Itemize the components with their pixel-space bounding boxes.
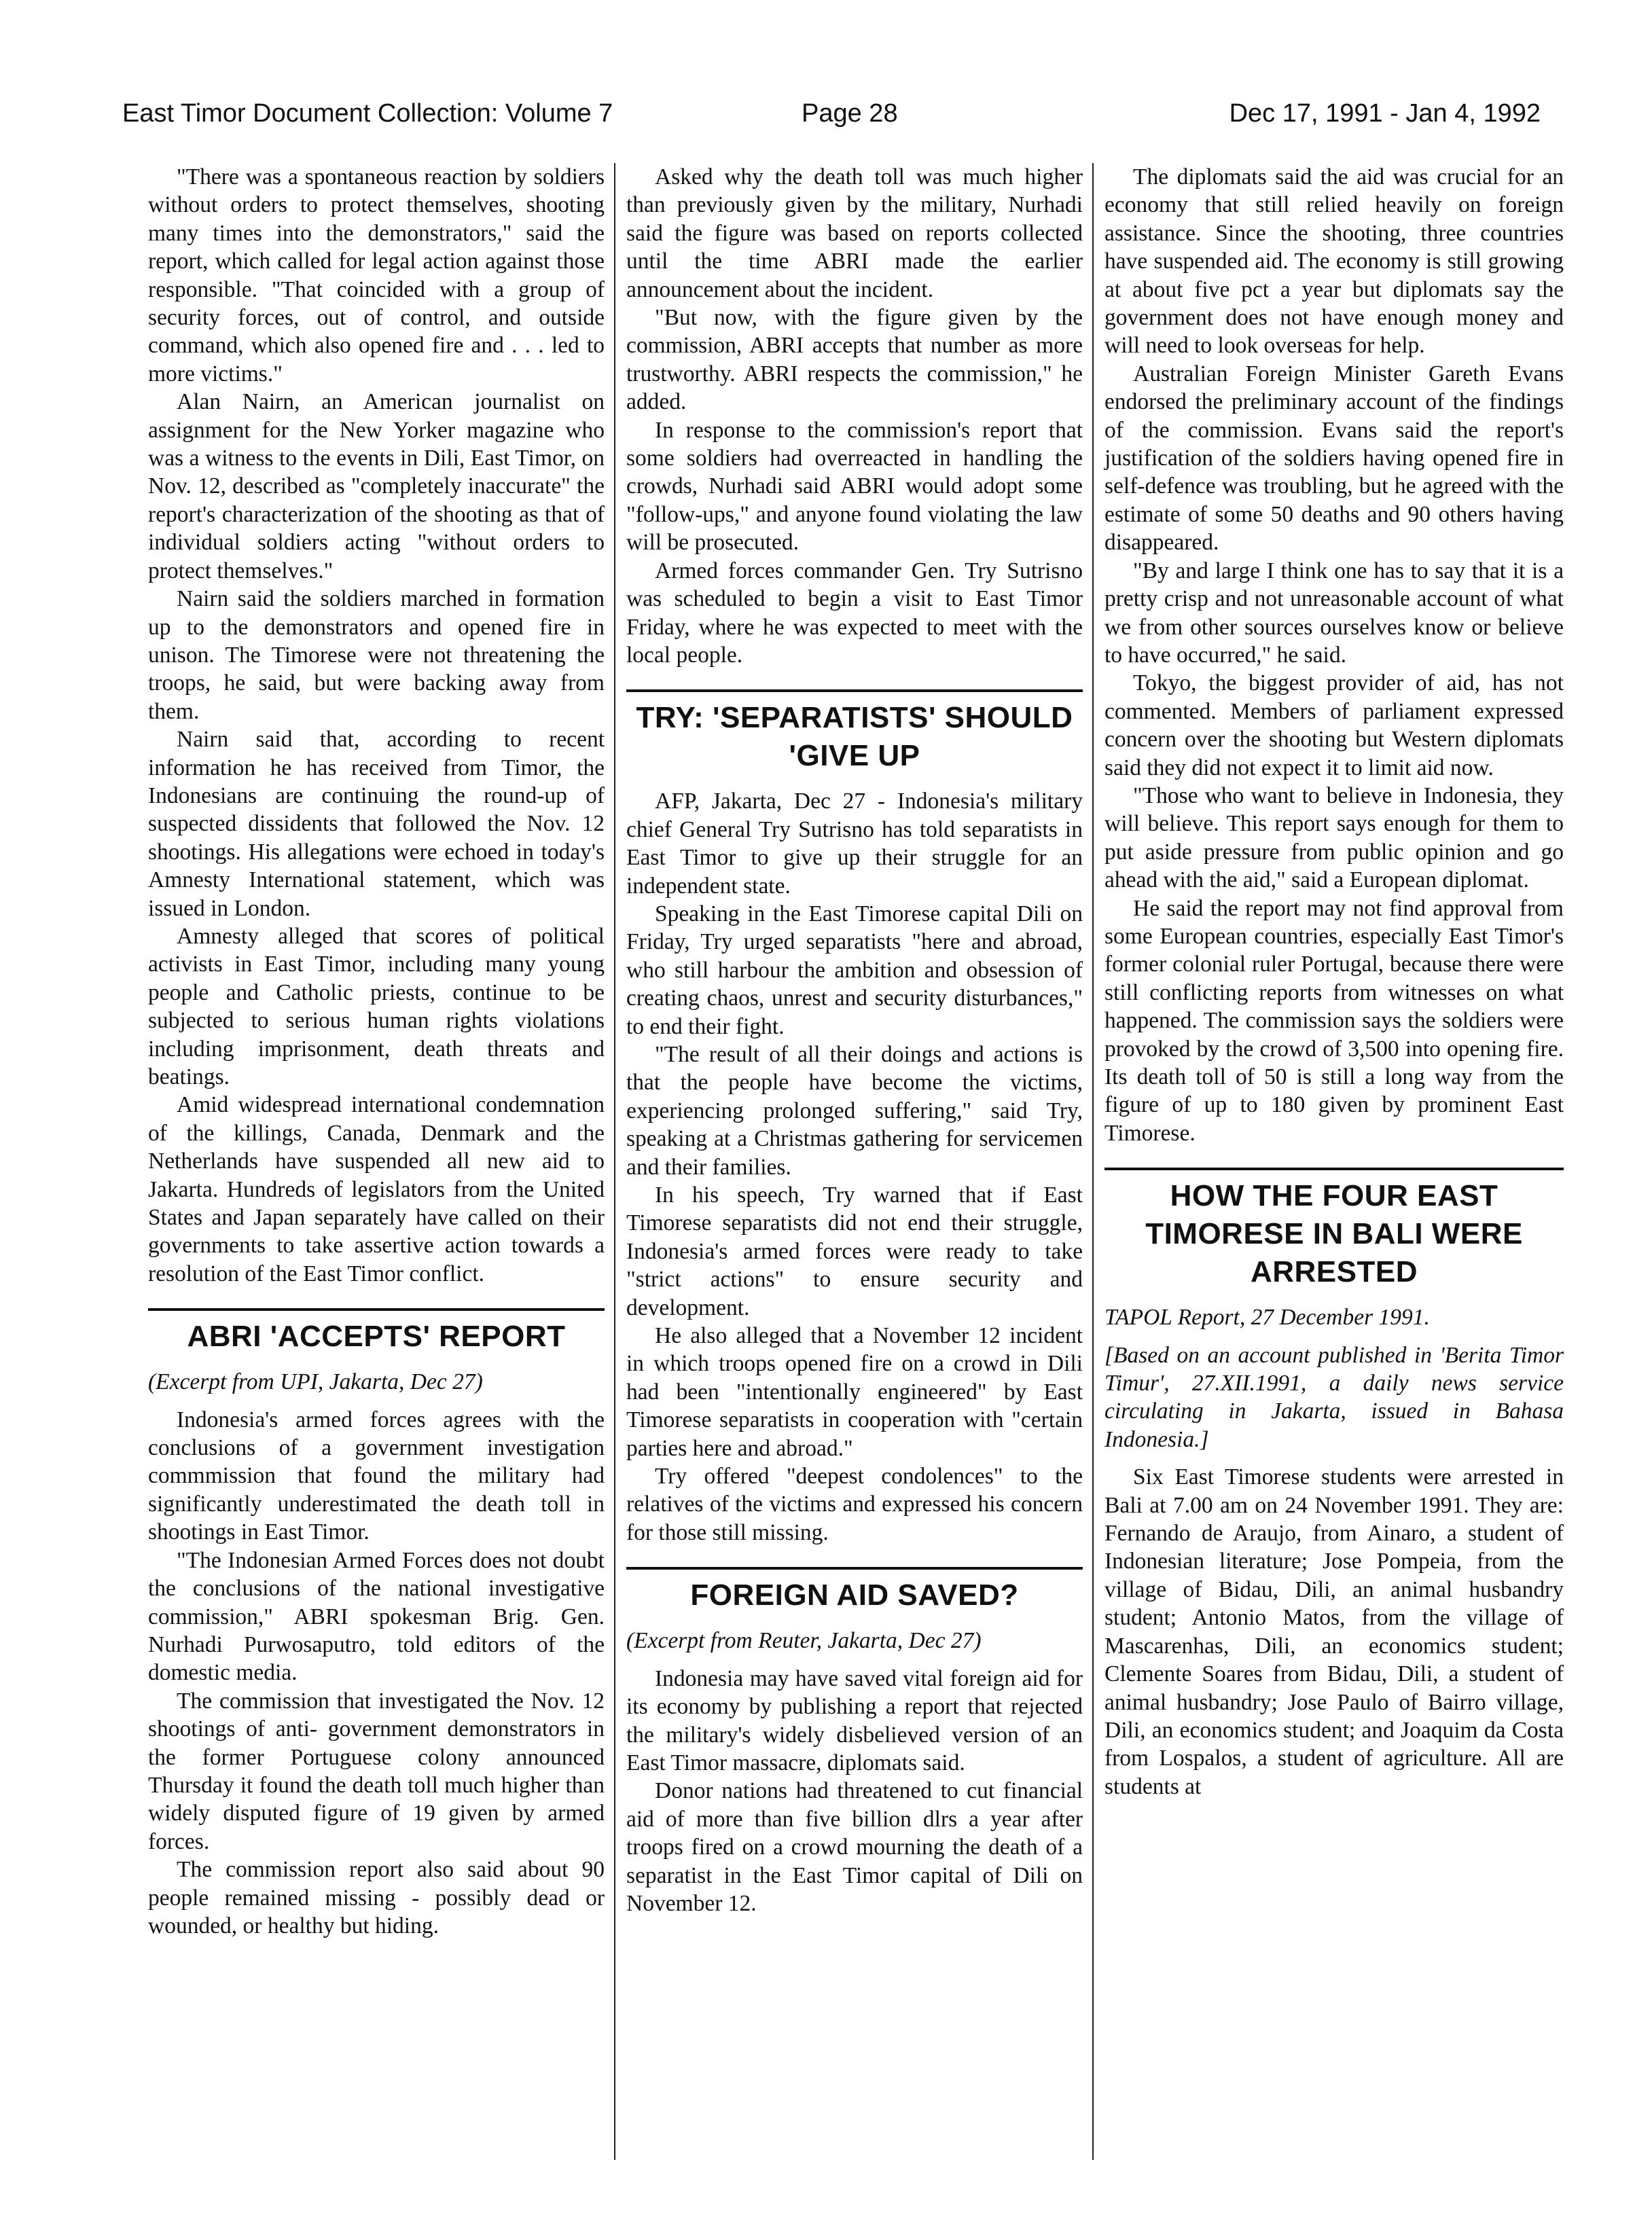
paragraph: "But now, with the figure given by the commission, ABRI accepts that number as more trustworthy. ABRI respects the commission," he added. — [626, 305, 1083, 415]
column-divider-2 — [1092, 163, 1094, 2160]
paragraph: "Those who want to believe in Indonesia, they will believe. This report says enough for them to put aside pressure from public opinion and go ahead with the aid," said a European diplomat. — [1105, 782, 1564, 893]
article-note: [Based on an account published in 'Berita Timor Timur', 27.XII.1991, a daily news service circulating in Jakarta, issued in Bahasa Indonesia.] — [1105, 1342, 1564, 1452]
paragraph: Amid widespread international condemnation of the killings, Canada, Denmark and the Netherlands have suspended all new aid to Jakarta. Hundreds of legislators from the United States and Japan separately have called on their governments to take assertive action towards a resolution of the East Timor conflict. — [148, 1092, 605, 1286]
section-rule — [626, 1567, 1083, 1570]
paragraph: In his speech, Try warned that if East Timorese separatists did not end their struggle, Indonesia's armed forces were ready to take "strict actions" to ensure security and development. — [626, 1182, 1083, 1320]
paragraph: Alan Nairn, an American journalist on assignment for the New Yorker magazine who was a witness to the events in Dili, East Timor, on Nov. 12, described as "completely inaccurate" the report's characterization of the shooting as that of individual soldiers acting "without orders to protect themselves." — [148, 389, 605, 583]
paragraph: Six East Timorese students were arrested in Bali at 7.00 am on 24 November 1991. They are: Fernando de Araujo, from Ainaro, a student of Indonesian literature; Jose Pompeia, from the village of Bidau, Dili, an animal husbandry student; Antonio Matos, from the village of Mascarenhas, Dili, an economics student; Clemente Soares from Bidau, Dili, a student of animal husbandry; Jose Paulo of Bairro village, Dili, an economics student; and Joaquim da Costa from Lospalos, a student of agriculture. All are students at — [1105, 1464, 1564, 1799]
paragraph: Try offered "deepest condolences" to the relatives of the victims and expressed his concern for those still missing. — [626, 1464, 1083, 1545]
paragraph: AFP, Jakarta, Dec 27 - Indonesia's military chief General Try Sutrisno has told separatists in East Timor to give up their struggle for an independent state. — [626, 789, 1083, 899]
paragraph: Nairn said that, according to recent information he has received from Timor, the Indonesians are continuing the round-up of suspected dissidents that followed the Nov. 12 shootings. His allegations were echoed in today's Amnesty International statement, which was issued in London. — [148, 727, 605, 921]
paragraph: Indonesia may have saved vital foreign aid for its economy by publishing a report that rejected the military's widely disbelieved version of an East Timor massacre, diplomats said. — [626, 1665, 1083, 1775]
paragraph: Donor nations had threatened to cut financial aid of more than five billion dlrs a year after troops fired on a crowd mourning the death of a separatist in the East Timor capital of Dili on November 12. — [626, 1778, 1083, 1916]
paragraph: The commission that investigated the Nov. 12 shootings of anti- government demonstrators in the former Portuguese colony announced Thursday it found the death toll much higher than widely disputed figure of 19 given by armed forces. — [148, 1688, 605, 1854]
page-number: Page 28 — [802, 99, 898, 128]
section-rule — [148, 1308, 605, 1311]
paragraph: "There was a spontaneous reaction by soldiers without orders to protect themselves, shooting many times into the demonstrators," said the report, which called for legal action against those responsible. "That coincided with a group of security forces, out of control, and outside command, which also opened fire and . . . led to more victims." — [148, 164, 605, 386]
column-3 — [1105, 163, 1564, 1801]
headline-abri: ABRI 'ACCEPTS' REPORT — [187, 1320, 566, 1354]
paragraph: He also alleged that a November 12 incident in which troops opened fire on a crowd in Dili had been "intentionally engineered" by East Timorese separatists in cooperation with "certain parties here and abroad." — [626, 1323, 1083, 1461]
paragraph: Nairn said the soldiers marched in formation up to the demonstrators and opened fire in unison. The Timorese were not threatening the troops, he said, but were backing away from them. — [148, 586, 605, 724]
paragraph: Indonesia's armed forces agrees with the conclusions of a government investigation commmission that found the military had significantly underestimated the death toll in shootings in East Timor. — [148, 1407, 605, 1545]
paragraph: "The result of all their doings and actions is that the people have become the victims, experiencing prolonged suffering," said Try, speaking at a Christmas gathering for servicemen and their families. — [626, 1041, 1083, 1180]
article-source: (Excerpt from Reuter, Jakarta, Dec 27) — [626, 1628, 982, 1654]
headline-bali: HOW THE FOUR EAST TIMORESE IN BALI WERE ARRESTED — [1145, 1179, 1523, 1289]
paragraph: He said the report may not find approval from some European countries, especially East Timor's former colonial ruler Portugal, because there were still conflicting reports from witnesses on what happened. The commission says the soldiers were provoked by the crowd of 3,500 into opening fire. Its death toll of 50 is still a long way from the figure of up to 180 given by prominent East Timorese. — [1105, 895, 1564, 1146]
paragraph: In response to the commission's report that some soldiers had overreacted in handling the crowds, Nurhadi said ABRI would adopt some "follow-ups," and anyone found violating the law will be prosecuted. — [626, 417, 1083, 556]
paragraph: Australian Foreign Minister Gareth Evans endorsed the preliminary account of the findings of the commission. Evans said the report's justification of the soldiers having opened fire in self-defence was troubling, but he agreed with the estimate of some 50 deaths and 90 others having disappeared. — [1105, 361, 1564, 556]
paragraph: "By and large I think one has to say that it is a pretty crisp and not unreasonable account of what we from other sources ourselves know or believe to have occurred," he said. — [1105, 558, 1564, 668]
paragraph: The diplomats said the aid was crucial for an economy that still relied heavily on foreign assistance. Since the shooting, three countries have suspended aid. The economy is still growing at about five pct a year but diplomats say the government does not have enough money and will need to look overseas for help. — [1105, 164, 1564, 359]
column-1 — [148, 163, 605, 1940]
date-range: Dec 17, 1991 - Jan 4, 1992 — [1229, 99, 1541, 128]
section-rule — [1105, 1168, 1564, 1170]
paragraph: Tokyo, the biggest provider of aid, has not commented. Members of parliament expressed concern over the shooting but Western diplomats said they did not expect it to limit aid now. — [1105, 670, 1564, 780]
column-divider-1 — [614, 163, 615, 2160]
page-header — [122, 99, 1541, 140]
headline-try: TRY: 'SEPARATISTS' SHOULD 'GIVE UP — [636, 701, 1073, 773]
paragraph: "The Indonesian Armed Forces does not doubt the conclusions of the national investigative commission," ABRI spokesman Brig. Gen. Nurhadi Purwosaputro, told editors of the domestic media. — [148, 1547, 605, 1686]
paragraph: The commission report also said about 90 people remained missing - possibly dead or wounded, or healthy but hiding. — [148, 1857, 605, 1938]
collection-title: East Timor Document Collection: Volume 7 — [122, 99, 613, 128]
paragraph: Amnesty alleged that scores of political activists in East Timor, including many young people and Catholic priests, continue to be subjected to serious human rights violations including imprisonment, death threats and beatings. — [148, 923, 605, 1089]
paragraph: Speaking in the East Timorese capital Dili on Friday, Try urged separatists "here and abroad, who still harbour the ambition and obsession of creating chaos, unrest and security disturbances," to end their fight. — [626, 901, 1083, 1039]
article-source: (Excerpt from UPI, Jakarta, Dec 27) — [148, 1369, 483, 1395]
article-source: TAPOL Report, 27 December 1991. — [1105, 1305, 1430, 1331]
section-rule — [626, 689, 1083, 692]
column-2 — [626, 163, 1083, 1917]
headline-foreign-aid: FOREIGN AID SAVED? — [690, 1578, 1019, 1612]
paragraph: Asked why the death toll was much higher than previously given by the military, Nurhadi said the figure was based on reports collected until the time ABRI made the earlier announcement about the incident. — [626, 164, 1083, 302]
paragraph: Armed forces commander Gen. Try Sutrisno was scheduled to begin a visit to East Timor Friday, where he was expected to meet with the local people. — [626, 558, 1083, 668]
